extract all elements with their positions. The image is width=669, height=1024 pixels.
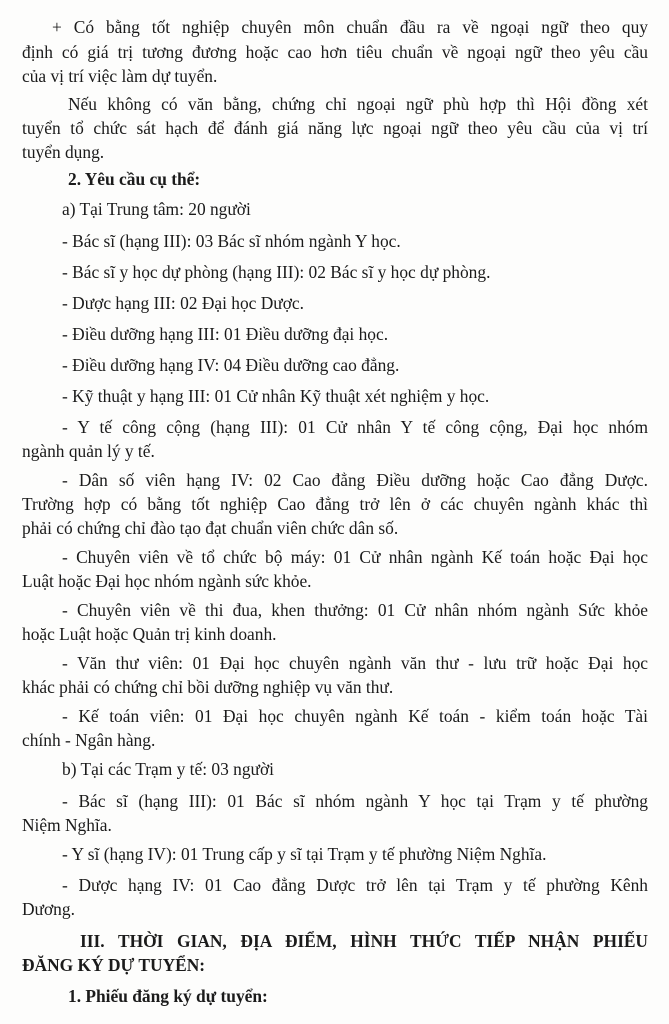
list-item-assistant-doctor: - Y sĩ (hạng IV): 01 Trung cấp y sĩ tại Trạm y tế phường Niệm Nghĩa. [62,844,547,864]
list-item-public-health-line-2: ngành quản lý y tế. [22,441,155,461]
heading-section-iii-line-2: ĐĂNG KÝ DỰ TUYỂN: [22,955,206,975]
list-item: - Bác sĩ y học dự phòng (hạng III): 02 Bác sĩ y học dự phòng. [62,262,491,282]
heading-specific-requirements: 2. Yêu cầu cụ thể: [68,169,201,189]
list-item: - Điều dưỡng hạng IV: 04 Điều dưỡng cao đẳng. [62,355,400,375]
list-item: - Điều dưỡng hạng III: 01 Điều dưỡng đại học. [62,324,389,344]
list-item-station-doctor-line-2: Niệm Nghĩa. [22,815,112,835]
list-item-accountant-line-1: - Kế toán viên: 01 Đại học chuyên ngành Kế toán - kiểm toán hoặc Tài [62,706,648,726]
paragraph-no-certificate-line-2: tuyển tổ chức sát hạch để đánh giá năng lực ngoại ngữ theo yêu cầu của vị trí [22,118,648,138]
list-item: - Kỹ thuật y hạng III: 01 Cử nhân Kỹ thuật xét nghiệm y học. [62,386,490,406]
paragraph-no-certificate-line-1: Nếu không có văn bằng, chứng chỉ ngoại ngữ phù hợp thì Hội đồng xét [68,94,648,114]
list-item-population-officer-line-1: - Dân số viên hạng IV: 02 Cao đẳng Điều dưỡng hoặc Cao đẳng Dược. [62,470,648,490]
list-item-public-health-line-1: - Y tế công cộng (hạng III): 01 Cử nhân Y tế công cộng, Đại học nhóm [62,417,648,437]
paragraph-foreign-language-line-1: + Có bằng tốt nghiệp chuyên môn chuẩn đầu ra về ngoại ngữ theo quy [52,17,648,37]
list-item-organization-specialist-line-2: Luật hoặc Đại học nhóm ngành sức khỏe. [22,571,312,591]
list-item-accountant-line-2: chính - Ngân hàng. [22,730,156,750]
list-item-station-pharmacist-line-2: Dương. [22,899,75,919]
list-item-population-officer-line-3: phải có chứng chỉ đào tạo đạt chuẩn viên chức dân số. [22,518,399,538]
list-item: - Dược hạng III: 02 Đại học Dược. [62,293,304,313]
list-item-organization-specialist-line-1: - Chuyên viên về tổ chức bộ máy: 01 Cử nhân ngành Kế toán hoặc Đại học [62,547,648,567]
list-item-population-officer-line-2: Trường hợp có bằng tốt nghiệp Cao đẳng trở lên ở các chuyên ngành khác thì [22,494,648,514]
list-item-station-pharmacist-line-1: - Dược hạng IV: 01 Cao đẳng Dược trở lên tại Trạm y tế phường Kênh [62,875,648,895]
section-a-title: a) Tại Trung tâm: 20 người [62,199,251,219]
heading-section-iii-line-1: III. THỜI GIAN, ĐỊA ĐIỂM, HÌNH THỨC TIẾP NHẬN PHIẾU [80,931,648,951]
list-item-emulation-specialist-line-2: hoặc Luật hoặc Quản trị kinh doanh. [22,624,277,644]
list-item: - Bác sĩ (hạng III): 03 Bác sĩ nhóm ngành Y học. [62,231,401,251]
list-item-emulation-specialist-line-1: - Chuyên viên về thi đua, khen thưởng: 01 Cử nhân nhóm ngành Sức khỏe [62,600,648,620]
list-item-station-doctor-line-1: - Bác sĩ (hạng III): 01 Bác sĩ nhóm ngành Y học tại Trạm y tế phường [62,791,648,811]
heading-registration-form: 1. Phiếu đăng ký dự tuyển: [68,986,268,1006]
paragraph-foreign-language-line-2: định có giá trị tương đương hoặc cao hơn tiêu chuẩn về ngoại ngữ theo yêu cầu [22,42,648,62]
section-b-title: b) Tại các Trạm y tế: 03 người [62,759,274,779]
list-item-clerk-line-2: khác phải có chứng chỉ bồi dưỡng nghiệp vụ văn thư. [22,677,394,697]
list-item-clerk-line-1: - Văn thư viên: 01 Đại học chuyên ngành văn thư - lưu trữ hoặc Đại học [62,653,648,673]
paragraph-foreign-language-line-3: của vị trí việc làm dự tuyển. [22,66,218,86]
paragraph-no-certificate-line-3: tuyển dụng. [22,142,105,162]
